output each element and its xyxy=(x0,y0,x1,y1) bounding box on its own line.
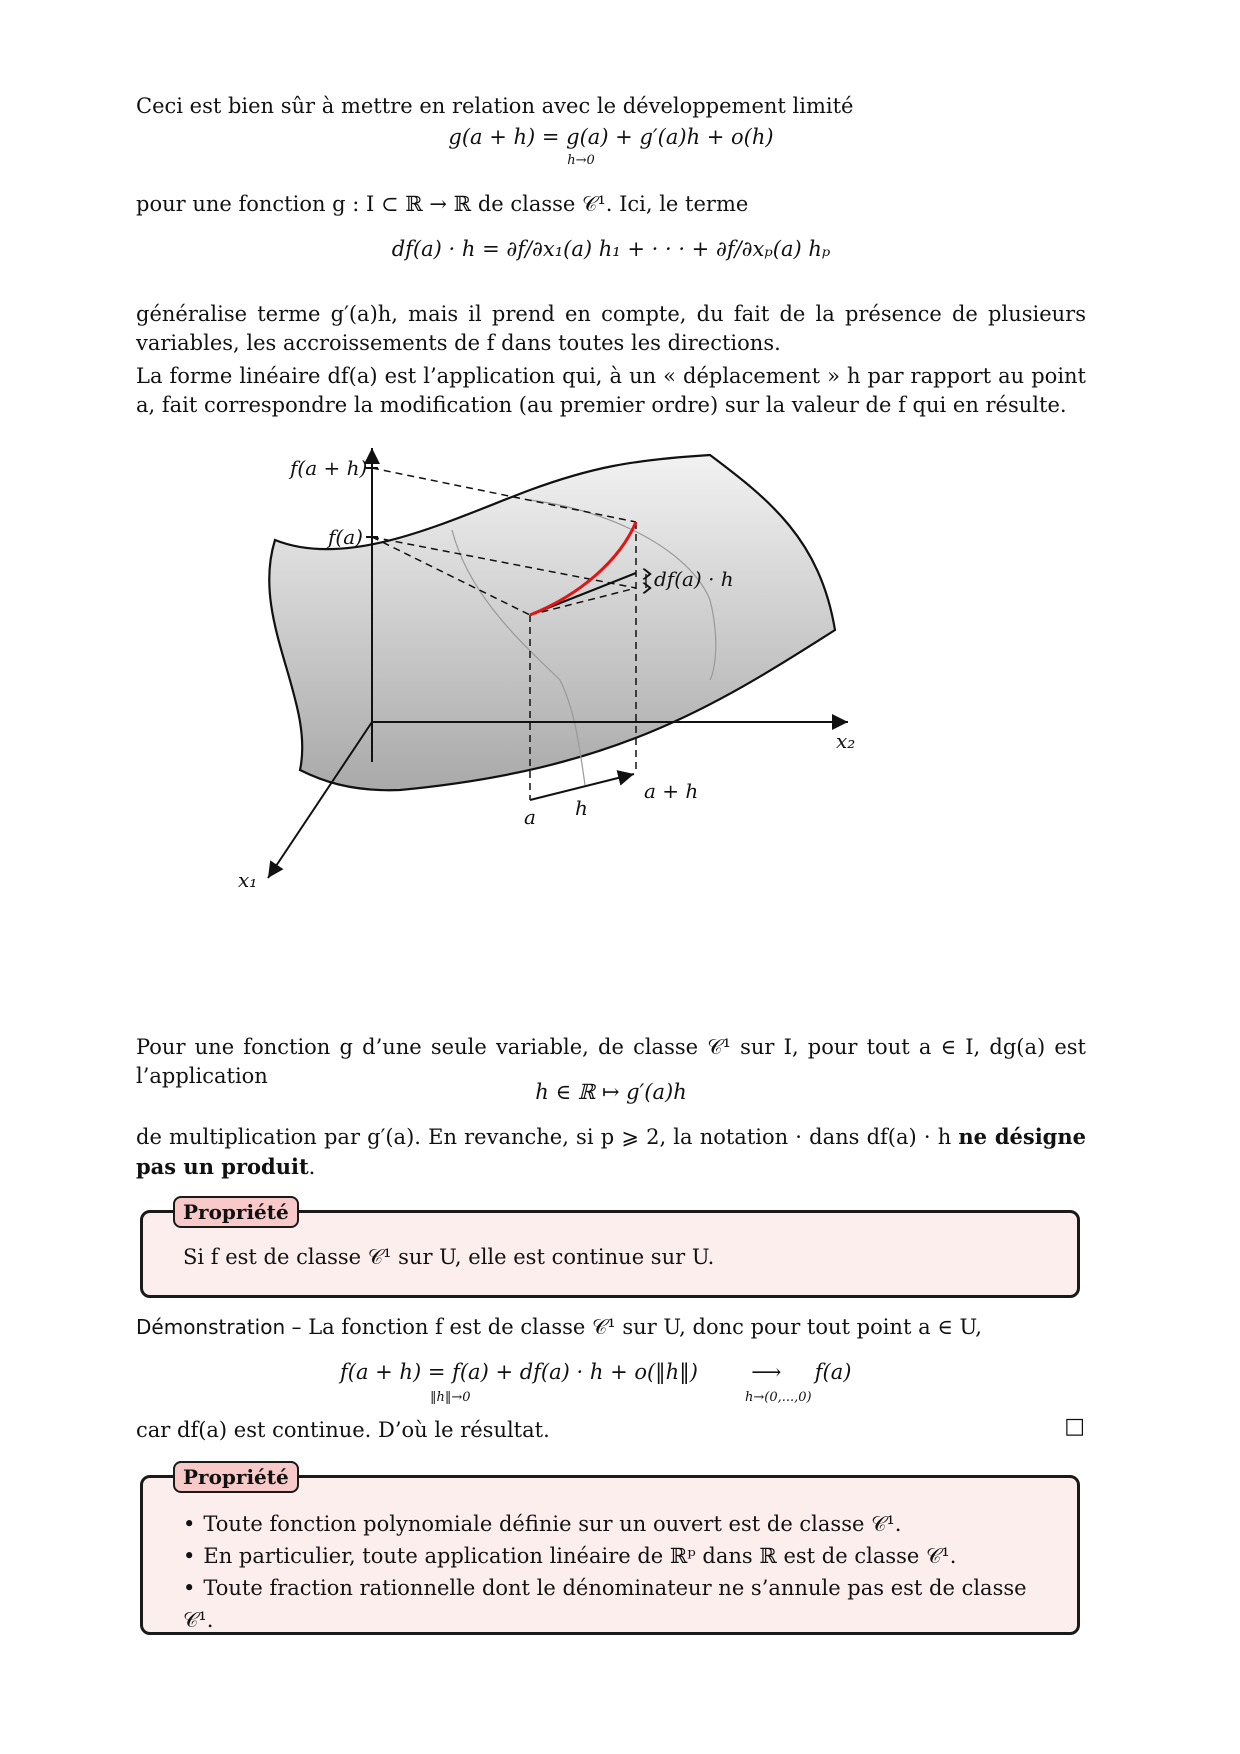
not-product-bold: ne désigne pas un produit xyxy=(136,1124,1086,1179)
paragraph-not-product xyxy=(136,1122,1086,1182)
equation-differential: df(a) · h = ∂f/∂x₁(a) h₁ + · · · + ∂f/∂xₚ(a) hₚ xyxy=(391,237,831,261)
equation-limit-left: f(a + h) = f(a) + df(a) · h + o(‖h‖) xyxy=(340,1360,698,1384)
property-list xyxy=(183,1508,1037,1636)
label-h: h xyxy=(575,796,588,820)
label-df: df(a) · h xyxy=(654,567,734,591)
paragraph-single-variable: Pour une fonction g d’une seule variable, de classe 𝒞¹ sur I, pour tout a ∈ I, dg(a) est l’application xyxy=(136,1035,1086,1088)
paragraph-intro: Ceci est bien sûr à mettre en relation avec le développement limité xyxy=(136,94,854,118)
equation-limit xyxy=(340,1357,1040,1403)
qed-symbol: □ xyxy=(1064,1414,1085,1439)
demonstration-paragraph xyxy=(136,1313,1086,1342)
demonstration-label: Démonstration – xyxy=(136,1315,302,1339)
property-tag: Propriété xyxy=(173,1196,299,1228)
property-box-classes xyxy=(140,1465,1080,1635)
paragraph-generalise: généralise terme g′(a)h, mais il prend en compte, du fait de la présence de plusieurs variables, les accroissements de f dans toutes les directions. xyxy=(136,302,1086,355)
label-ah: a + h xyxy=(644,779,699,803)
not-product-start: de multiplication par g′(a). En revanche, si p ⩾ 2, la notation · dans df(a) · h xyxy=(136,1125,959,1149)
paragraph-conclusion: car df(a) est continue. D’où le résultat. xyxy=(136,1418,550,1442)
equation-limit-right: f(a) xyxy=(814,1360,852,1384)
property-body: Si f est de classe 𝒞¹ sur U, elle est continue sur U. xyxy=(183,1245,715,1269)
demonstration-text: La fonction f est de classe 𝒞¹ sur U, donc pour tout point a ∈ U, xyxy=(301,1315,982,1339)
equation-dl xyxy=(136,122,1086,176)
label-x1: x₁ xyxy=(238,868,258,892)
paragraph-linear-form: La forme linéaire df(a) est l’application qui, à un « déplacement » h par rapport au point a, fait correspondre la modification (au premier ordre) sur la valeur de f qui en résulte. xyxy=(136,364,1086,417)
label-fah: f(a + h) xyxy=(290,456,368,480)
label-fa: f(a) xyxy=(328,525,363,549)
property-tag: Propriété xyxy=(173,1461,299,1493)
equation-dl-subscript: h→0 xyxy=(567,153,595,168)
differential-surface-figure xyxy=(230,440,990,1000)
label-a: a xyxy=(524,805,536,829)
property-list-wrapper xyxy=(143,1478,1077,1658)
list-item: • Toute fonction polynomiale définie sur un ouvert est de classe 𝒞¹. xyxy=(183,1508,1037,1540)
equation-dl-main: g(a + h) = g(a) + g′(a)h + o(h) xyxy=(448,125,774,149)
not-product-end: . xyxy=(308,1155,316,1179)
equation-dg: h ∈ ℝ ↦ g′(a)h xyxy=(535,1080,687,1104)
property-box-continuity xyxy=(140,1200,1080,1298)
label-x2: x₂ xyxy=(836,729,856,753)
paragraph-function-g: pour une fonction g : I ⊂ ℝ → ℝ de classe 𝒞¹. Ici, le terme xyxy=(136,192,749,216)
list-item: • En particulier, toute application linéaire de ℝᵖ dans ℝ est de classe 𝒞¹. xyxy=(183,1540,1037,1572)
equation-limit-arrow: ⟶ xyxy=(751,1360,782,1384)
equation-limit-sub1: ‖h‖→0 xyxy=(430,1390,471,1405)
equation-limit-sub2: h→(0,...,0) xyxy=(745,1390,812,1405)
list-item: • Toute fraction rationnelle dont le dénominateur ne s’annule pas est de classe 𝒞¹. xyxy=(183,1572,1037,1636)
